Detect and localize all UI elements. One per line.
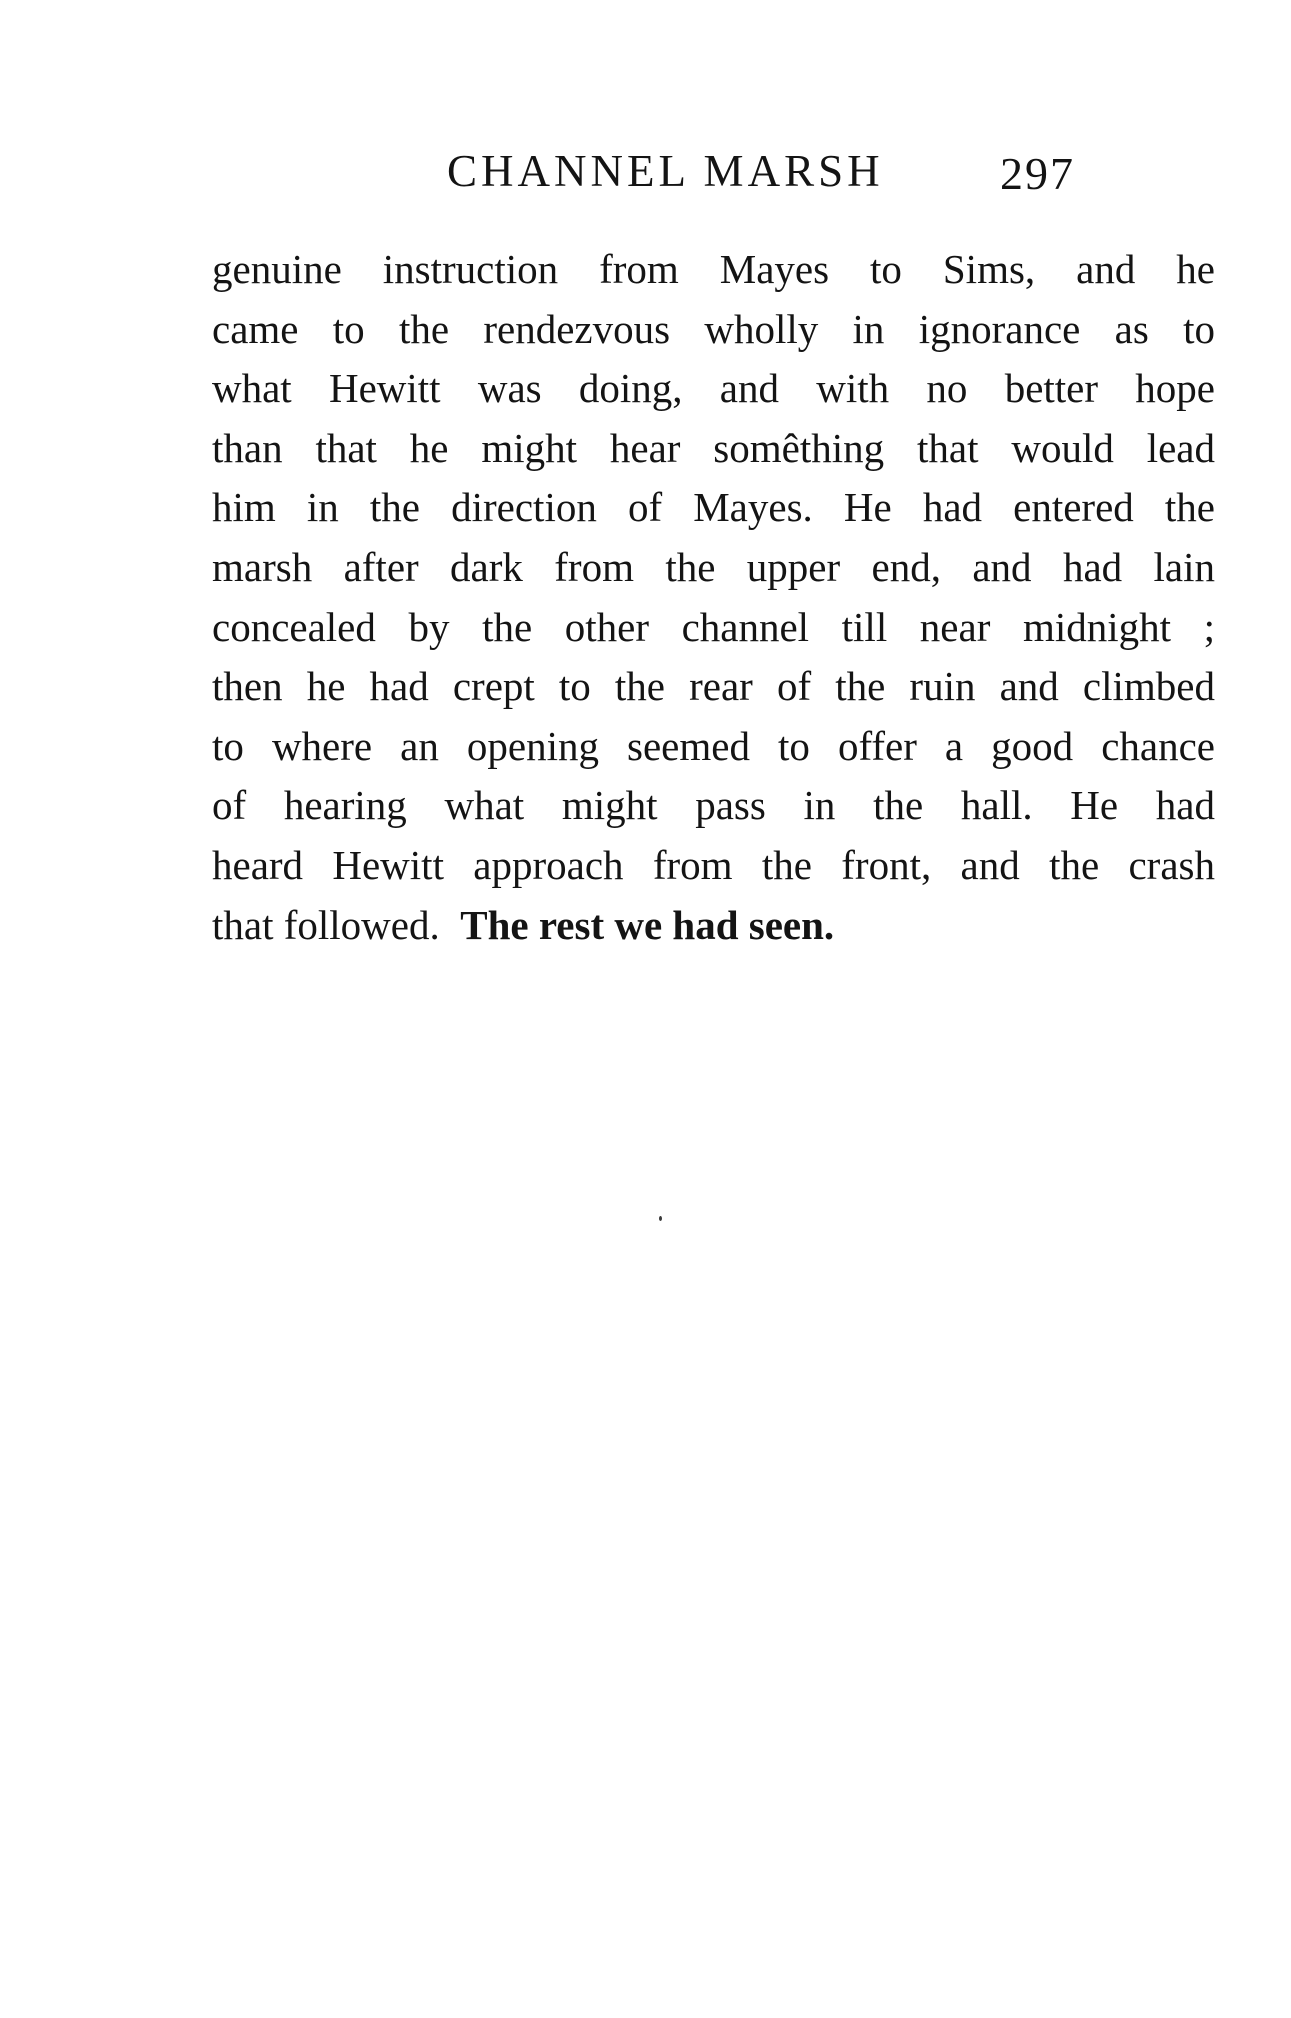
text-line: of hearing what might pass in the hall. He had xyxy=(212,782,1215,829)
text-line: what Hewitt was doing, and with no better hope xyxy=(212,365,1215,412)
text-line: then he had crept to the rear of the ruin and climbed xyxy=(212,663,1215,710)
ink-speck xyxy=(659,1216,662,1221)
text-line: marsh after dark from the upper end, and had lain xyxy=(212,543,1215,590)
text-line: him in the direction of Mayes. He had entered the xyxy=(212,484,1215,531)
page-number: 297 xyxy=(1000,148,1075,199)
text-line: concealed by the other channel till near midnight ; xyxy=(212,603,1215,650)
final-line-bold: The rest we had seen. xyxy=(460,901,835,948)
text-line: genuine instruction from Mayes to Sims, and he xyxy=(212,246,1215,292)
text-line: heard Hewitt approach from the front, and the crash xyxy=(212,841,1215,888)
running-header xyxy=(212,145,1212,205)
final-text-line xyxy=(212,896,1215,956)
text-line: than that he might hear somêthing that would lead xyxy=(212,424,1215,471)
final-line-start: that followed. xyxy=(212,901,440,948)
body-text xyxy=(212,240,1215,955)
text-line: to where an opening seemed to offer a good chance xyxy=(212,722,1215,769)
text-line: came to the rendezvous wholly in ignorance as to xyxy=(212,305,1215,352)
running-title: CHANNEL MARSH xyxy=(447,146,884,196)
